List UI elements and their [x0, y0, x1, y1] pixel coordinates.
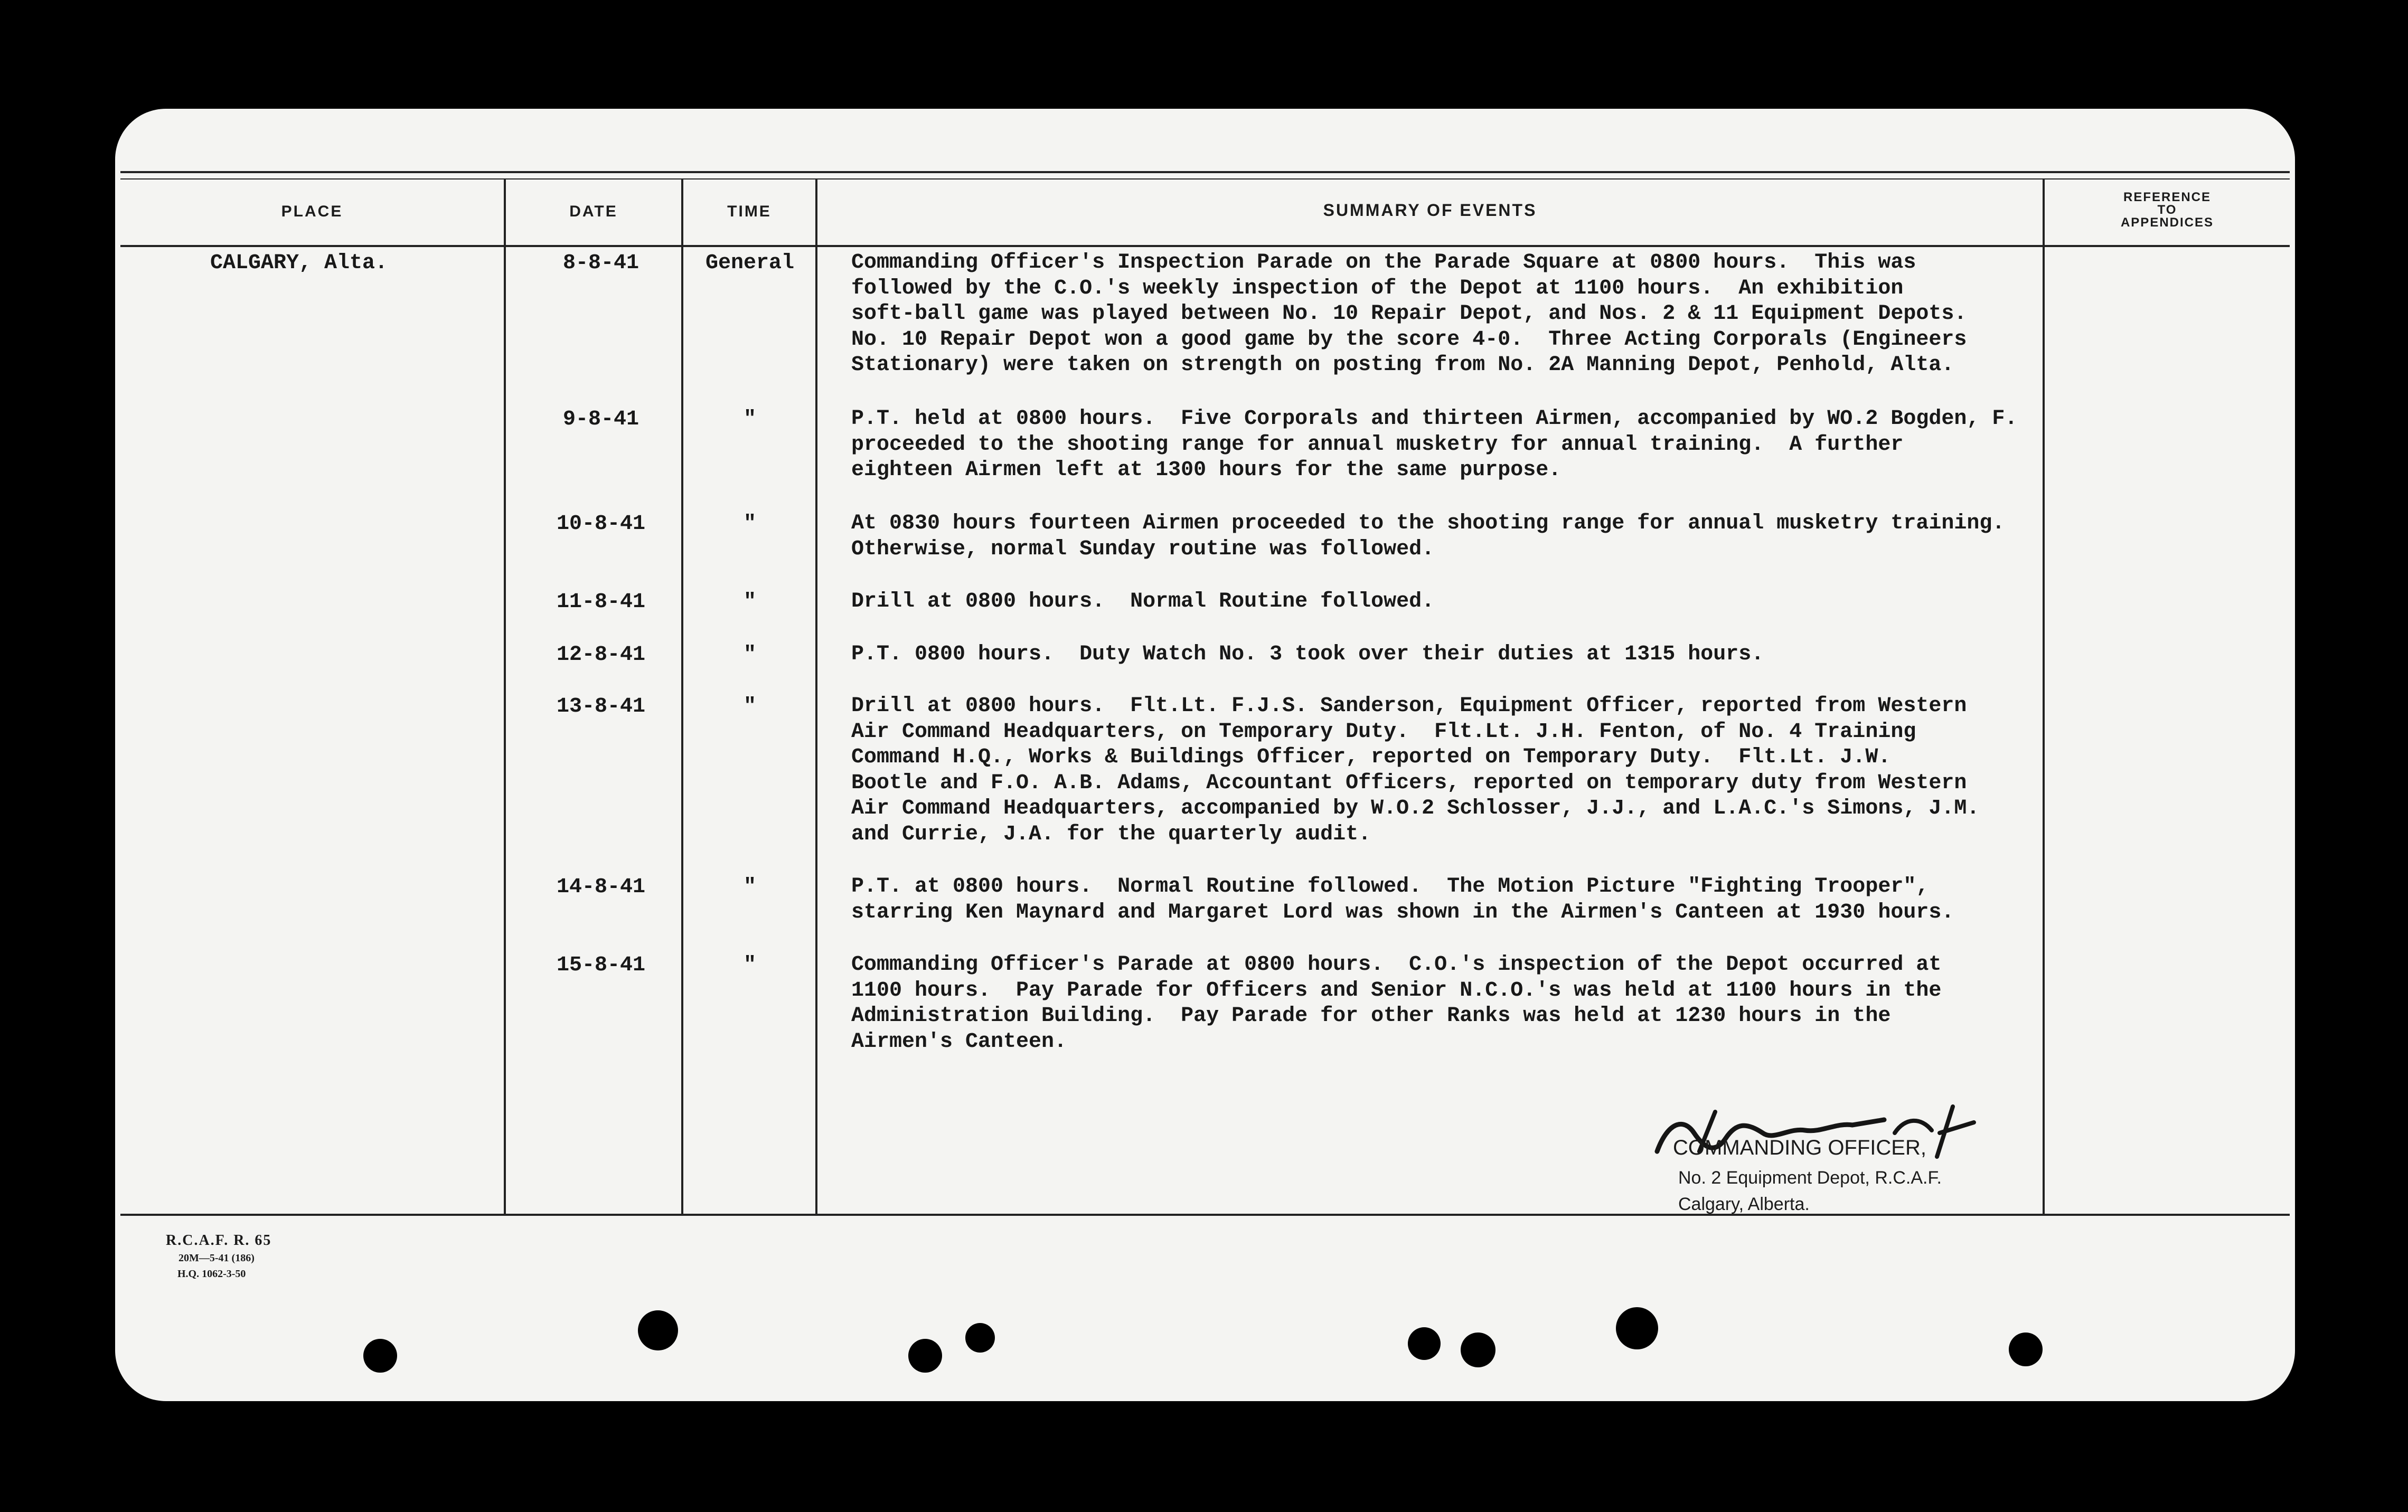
header-place: PLACE — [281, 203, 343, 220]
punch-hole — [908, 1339, 942, 1373]
top-rule — [120, 171, 2290, 173]
entry-date: 9-8-41 — [562, 408, 639, 431]
entry-time: " — [743, 512, 756, 536]
place-entry: CALGARY, Alta. — [210, 251, 388, 275]
signature-location: Calgary, Alberta. — [1678, 1194, 1810, 1214]
entry-date: 14-8-41 — [556, 875, 646, 899]
entry-date: 8-8-41 — [562, 251, 639, 275]
entry-summary: P.T. held at 0800 hours. Five Corporals and thirteen Airmen, accompanied by WO.2 Bogden, F. proceeded to the shooting range for annual musketry for annual training. A further eighteen Airmen left at 1300 hours for the same purpose. — [851, 407, 2018, 482]
entry-summary: P.T. at 0800 hours. Normal Routine followed. The Motion Picture "Fighting Trooper", starring Ken Maynard and Margaret Lord was shown in the Airmen's Canteen at 1930 hours. — [851, 875, 1954, 924]
entry-time: General — [705, 251, 795, 275]
entry-summary: Drill at 0800 hours. Normal Routine followed. — [851, 590, 1435, 613]
entry-date: 13-8-41 — [556, 695, 646, 719]
header-date: DATE — [569, 203, 618, 220]
top-rule-thin — [120, 178, 2290, 179]
header-reference: REFERENCE TO APPENDICES — [2120, 190, 2214, 230]
entry-summary: Drill at 0800 hours. Flt.Lt. F.J.S. Sanderson, Equipment Officer, reported from Western Air Command Headquarters, on Temporary Duty. Flt.Lt. J.H. Fenton, of No. 4 Training Command H.Q., Works & Buildings Officer, reported on Temporary Duty. Flt.Lt. J.W. Bootle and F.O. A.B. Adams, Accountant Officers, reported on temporary duty from Western Air Command Headquarters, accompanied by W.O.2 Schlosser, J.J., and L.A.C.'s Simons, J.M. and Currie, J.A. for the quarterly audit. — [851, 694, 1980, 846]
header-rule — [120, 245, 2290, 247]
entry-summary: P.T. 0800 hours. Duty Watch No. 3 took over their duties at 1315 hours. — [851, 642, 1764, 666]
punch-hole — [638, 1310, 678, 1350]
entry-summary: Commanding Officer's Inspection Parade on the Parade Square at 0800 hours. This was followed by the C.O.'s weekly inspection of the Depot at 1100 hours. An exhibition soft-ball game was played between No. 10 Repair Depot, and Nos. 2 & 11 Equipment Depots. No. 10 Repair Depot won a good game by the score 4-0. Three Acting Corporals (Engineers Stationary) were taken on strength on posting from No. 2A Manning Depot, Penhold, Alta. — [851, 251, 1967, 377]
entry-time: " — [743, 695, 756, 719]
record-card — [115, 109, 2295, 1401]
entry-date: 11-8-41 — [556, 590, 646, 614]
punch-hole — [1616, 1307, 1658, 1349]
punch-hole — [965, 1323, 995, 1353]
entry-time: " — [743, 408, 756, 431]
entry-time: " — [743, 953, 756, 977]
entry-summary: Commanding Officer's Parade at 0800 hours. C.O.'s inspection of the Depot occurred at 1100 hours. Pay Parade for Officers and Senior N.C.O.'s was held at 1100 hours in the Administration Building. Pay Parade for other Ranks was held at 1230 hours in the Airmen's Canteen. — [851, 953, 1942, 1054]
signature-title: COMMANDING OFFICER, — [1673, 1136, 1926, 1159]
signature-block — [1636, 1101, 2111, 1344]
entry-date: 10-8-41 — [556, 512, 646, 536]
entry-summary: At 0830 hours fourteen Airmen proceeded to the shooting range for annual musketry training. Otherwise, normal Sunday routine was followed. — [851, 512, 2005, 561]
punch-hole — [1461, 1333, 1495, 1367]
entry-time: " — [743, 590, 756, 614]
signature-unit: No. 2 Equipment Depot, R.C.A.F. — [1678, 1168, 1942, 1188]
entry-time: " — [743, 643, 756, 667]
col-sep-date — [681, 179, 683, 1214]
form-print-code: 20M—5-41 (186) — [178, 1252, 255, 1264]
form-number: R.C.A.F. R. 65 — [166, 1232, 272, 1249]
col-sep-place — [504, 179, 506, 1214]
entry-date: 15-8-41 — [556, 953, 646, 977]
header-time: TIME — [727, 203, 772, 220]
punch-hole — [1408, 1327, 1441, 1360]
entry-date: 12-8-41 — [556, 643, 646, 667]
punch-hole — [363, 1339, 397, 1373]
header-summary: SUMMARY OF EVENTS — [1323, 201, 1537, 220]
punch-hole — [2009, 1333, 2043, 1366]
entry-time: " — [743, 875, 756, 899]
col-sep-time — [815, 179, 817, 1214]
form-hq-code: H.Q. 1062-3-50 — [177, 1268, 246, 1280]
